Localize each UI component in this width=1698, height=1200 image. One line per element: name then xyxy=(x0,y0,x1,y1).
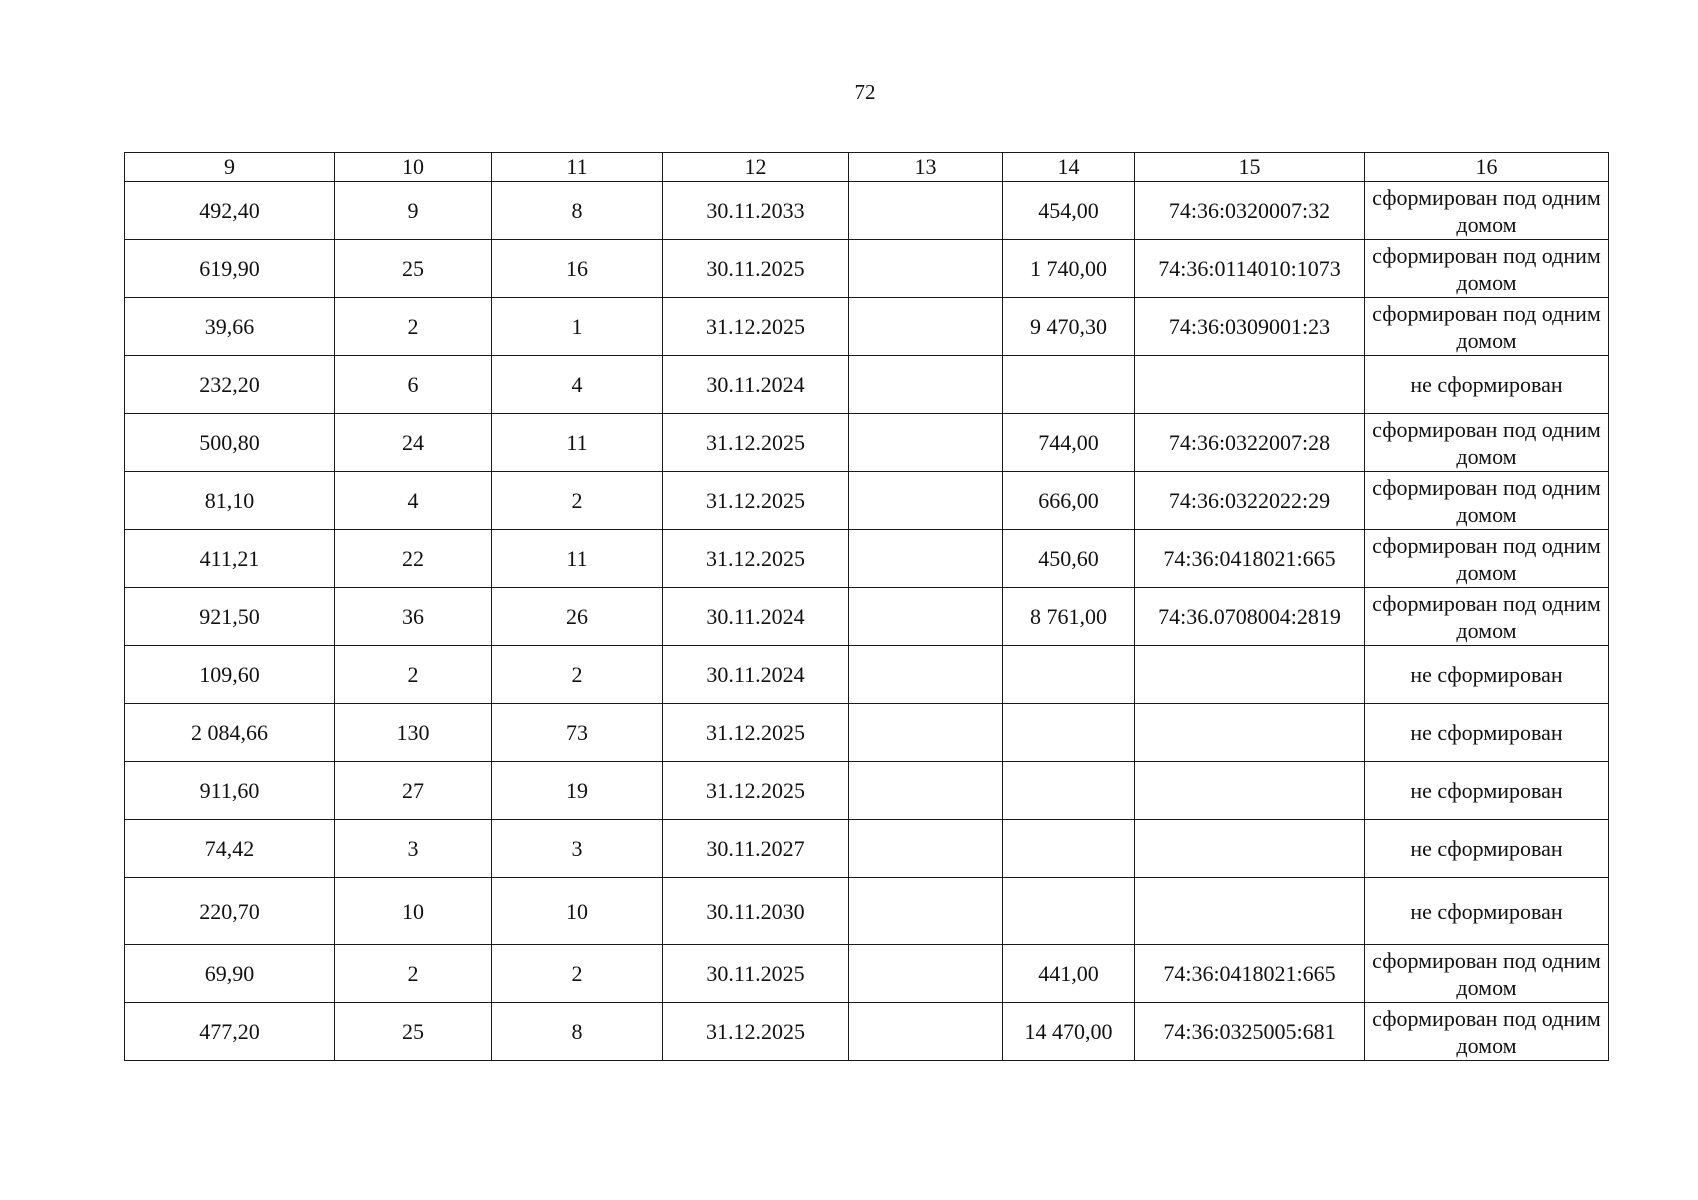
count-cell: 3 xyxy=(335,820,492,878)
count2-cell: 16 xyxy=(492,240,663,298)
table-row xyxy=(125,1003,1609,1061)
cadastral-number-cell xyxy=(1135,878,1365,945)
table-row xyxy=(125,356,1609,414)
area-cell: 232,20 xyxy=(125,356,335,414)
date-cell: 31.12.2025 xyxy=(663,530,849,588)
count2-cell: 2 xyxy=(492,472,663,530)
status-cell: сформирован под одним домом xyxy=(1365,588,1609,646)
table-row xyxy=(125,762,1609,820)
count-cell: 9 xyxy=(335,182,492,240)
area-cell: 411,21 xyxy=(125,530,335,588)
status-cell: сформирован под одним домом xyxy=(1365,472,1609,530)
area-cell: 619,90 xyxy=(125,240,335,298)
empty-cell xyxy=(849,588,1003,646)
date-cell: 31.12.2025 xyxy=(663,704,849,762)
cadastral-number-cell xyxy=(1135,820,1365,878)
status-cell: не сформирован xyxy=(1365,704,1609,762)
cadastral-number-cell xyxy=(1135,646,1365,704)
table-row xyxy=(125,182,1609,240)
count-cell: 2 xyxy=(335,298,492,356)
empty-cell xyxy=(849,298,1003,356)
status-cell: сформирован под одним домом xyxy=(1365,945,1609,1003)
empty-cell xyxy=(849,356,1003,414)
land-area-cell xyxy=(1003,762,1135,820)
land-area-cell: 454,00 xyxy=(1003,182,1135,240)
count2-cell: 10 xyxy=(492,878,663,945)
table-row xyxy=(125,588,1609,646)
cadastral-number-cell xyxy=(1135,704,1365,762)
status-cell: сформирован под одним домом xyxy=(1365,414,1609,472)
column-header: 11 xyxy=(492,153,663,182)
count-cell: 22 xyxy=(335,530,492,588)
count-cell: 2 xyxy=(335,646,492,704)
empty-cell xyxy=(849,530,1003,588)
status-cell: не сформирован xyxy=(1365,762,1609,820)
land-area-cell xyxy=(1003,646,1135,704)
date-cell: 31.12.2025 xyxy=(663,762,849,820)
page-number: 72 xyxy=(854,80,876,104)
date-cell: 30.11.2025 xyxy=(663,945,849,1003)
count-cell: 6 xyxy=(335,356,492,414)
empty-cell xyxy=(849,820,1003,878)
date-cell: 30.11.2027 xyxy=(663,820,849,878)
count2-cell: 1 xyxy=(492,298,663,356)
cadastral-number-cell: 74:36:0309001:23 xyxy=(1135,298,1365,356)
status-cell: сформирован под одним домом xyxy=(1365,298,1609,356)
area-cell: 911,60 xyxy=(125,762,335,820)
count2-cell: 26 xyxy=(492,588,663,646)
area-cell: 220,70 xyxy=(125,878,335,945)
status-cell: не сформирован xyxy=(1365,820,1609,878)
column-header: 9 xyxy=(125,153,335,182)
area-cell: 81,10 xyxy=(125,472,335,530)
date-cell: 31.12.2025 xyxy=(663,414,849,472)
table-row xyxy=(125,530,1609,588)
count-cell: 24 xyxy=(335,414,492,472)
area-cell: 74,42 xyxy=(125,820,335,878)
column-header: 15 xyxy=(1135,153,1365,182)
data-table xyxy=(124,152,1609,1061)
table-header xyxy=(125,153,1609,182)
count-cell: 36 xyxy=(335,588,492,646)
status-cell: не сформирован xyxy=(1365,646,1609,704)
date-cell: 31.12.2025 xyxy=(663,1003,849,1061)
empty-cell xyxy=(849,762,1003,820)
empty-cell xyxy=(849,182,1003,240)
land-area-cell: 666,00 xyxy=(1003,472,1135,530)
area-cell: 39,66 xyxy=(125,298,335,356)
empty-cell xyxy=(849,878,1003,945)
count2-cell: 8 xyxy=(492,182,663,240)
status-cell: сформирован под одним домом xyxy=(1365,530,1609,588)
table-row xyxy=(125,472,1609,530)
cadastral-number-cell: 74:36:0322007:28 xyxy=(1135,414,1365,472)
column-header: 10 xyxy=(335,153,492,182)
date-cell: 30.11.2033 xyxy=(663,182,849,240)
count2-cell: 4 xyxy=(492,356,663,414)
cadastral-number-cell: 74:36:0322022:29 xyxy=(1135,472,1365,530)
empty-cell xyxy=(849,1003,1003,1061)
count2-cell: 11 xyxy=(492,414,663,472)
land-area-cell xyxy=(1003,704,1135,762)
count-cell: 25 xyxy=(335,240,492,298)
land-area-cell: 8 761,00 xyxy=(1003,588,1135,646)
table-row xyxy=(125,298,1609,356)
date-cell: 30.11.2024 xyxy=(663,588,849,646)
empty-cell xyxy=(849,472,1003,530)
date-cell: 30.11.2030 xyxy=(663,878,849,945)
column-header: 12 xyxy=(663,153,849,182)
count2-cell: 2 xyxy=(492,646,663,704)
area-cell: 500,80 xyxy=(125,414,335,472)
status-cell: сформирован под одним домом xyxy=(1365,1003,1609,1061)
land-area-cell: 14 470,00 xyxy=(1003,1003,1135,1061)
land-area-cell xyxy=(1003,820,1135,878)
column-header: 14 xyxy=(1003,153,1135,182)
date-cell: 30.11.2025 xyxy=(663,240,849,298)
cadastral-number-cell: 74:36:0418021:665 xyxy=(1135,945,1365,1003)
status-cell: не сформирован xyxy=(1365,878,1609,945)
cadastral-number-cell xyxy=(1135,762,1365,820)
count-cell: 25 xyxy=(335,1003,492,1061)
table-row xyxy=(125,240,1609,298)
count2-cell: 73 xyxy=(492,704,663,762)
table-row xyxy=(125,704,1609,762)
count-cell: 4 xyxy=(335,472,492,530)
land-area-cell xyxy=(1003,356,1135,414)
table-body xyxy=(125,182,1609,1061)
count2-cell: 11 xyxy=(492,530,663,588)
area-cell: 109,60 xyxy=(125,646,335,704)
land-area-cell: 744,00 xyxy=(1003,414,1135,472)
land-area-cell: 450,60 xyxy=(1003,530,1135,588)
count2-cell: 19 xyxy=(492,762,663,820)
status-cell: не сформирован xyxy=(1365,356,1609,414)
column-header: 13 xyxy=(849,153,1003,182)
area-cell: 69,90 xyxy=(125,945,335,1003)
date-cell: 31.12.2025 xyxy=(663,472,849,530)
column-header: 16 xyxy=(1365,153,1609,182)
land-area-cell: 441,00 xyxy=(1003,945,1135,1003)
table-row xyxy=(125,646,1609,704)
area-cell: 477,20 xyxy=(125,1003,335,1061)
count-cell: 130 xyxy=(335,704,492,762)
empty-cell xyxy=(849,945,1003,1003)
status-cell: сформирован под одним домом xyxy=(1365,182,1609,240)
date-cell: 30.11.2024 xyxy=(663,356,849,414)
cadastral-number-cell: 74:36.0708004:2819 xyxy=(1135,588,1365,646)
cadastral-number-cell: 74:36:0418021:665 xyxy=(1135,530,1365,588)
table-row xyxy=(125,878,1609,945)
count-cell: 10 xyxy=(335,878,492,945)
area-cell: 492,40 xyxy=(125,182,335,240)
date-cell: 31.12.2025 xyxy=(663,298,849,356)
area-cell: 2 084,66 xyxy=(125,704,335,762)
status-cell: сформирован под одним домом xyxy=(1365,240,1609,298)
cadastral-number-cell: 74:36:0325005:681 xyxy=(1135,1003,1365,1061)
count-cell: 2 xyxy=(335,945,492,1003)
count2-cell: 3 xyxy=(492,820,663,878)
empty-cell xyxy=(849,414,1003,472)
land-area-cell: 9 470,30 xyxy=(1003,298,1135,356)
land-area-cell xyxy=(1003,878,1135,945)
empty-cell xyxy=(849,646,1003,704)
land-area-cell: 1 740,00 xyxy=(1003,240,1135,298)
empty-cell xyxy=(849,704,1003,762)
count-cell: 27 xyxy=(335,762,492,820)
count2-cell: 2 xyxy=(492,945,663,1003)
table-row xyxy=(125,414,1609,472)
empty-cell xyxy=(849,240,1003,298)
date-cell: 30.11.2024 xyxy=(663,646,849,704)
cadastral-number-cell: 74:36:0320007:32 xyxy=(1135,182,1365,240)
count2-cell: 8 xyxy=(492,1003,663,1061)
table-row xyxy=(125,945,1609,1003)
header-row xyxy=(125,153,1609,182)
cadastral-number-cell xyxy=(1135,356,1365,414)
cadastral-number-cell: 74:36:0114010:1073 xyxy=(1135,240,1365,298)
table-row xyxy=(125,820,1609,878)
area-cell: 921,50 xyxy=(125,588,335,646)
